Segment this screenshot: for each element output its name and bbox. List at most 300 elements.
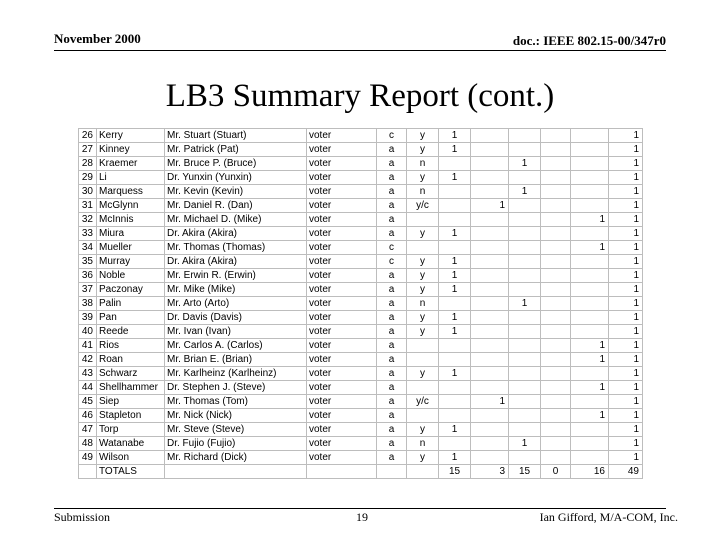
table-row xyxy=(79,395,643,409)
cell-status: voter xyxy=(307,185,377,199)
cell-col-d xyxy=(541,283,571,297)
cell-full-name: Mr. Daniel R. (Dan) xyxy=(165,199,307,213)
cell-col-d xyxy=(541,409,571,423)
cell-col-c xyxy=(509,213,541,227)
cell-col-d: 0 xyxy=(541,465,571,479)
table-row xyxy=(79,185,643,199)
cell-col-a xyxy=(439,437,471,451)
cell-col-b xyxy=(471,171,509,185)
cell-surname: Paczonay xyxy=(97,283,165,297)
cell-surname: McInnis xyxy=(97,213,165,227)
cell-ballot-code: a xyxy=(377,395,407,409)
cell-number: 33 xyxy=(79,227,97,241)
cell-col-f: 1 xyxy=(609,171,643,185)
cell-col-a xyxy=(439,213,471,227)
cell-vote: n xyxy=(407,437,439,451)
cell-status: voter xyxy=(307,367,377,381)
cell-col-e xyxy=(571,143,609,157)
cell-col-d xyxy=(541,199,571,213)
cell-col-a: 1 xyxy=(439,283,471,297)
cell-col-b xyxy=(471,241,509,255)
slide-title: LB3 Summary Report (cont.) xyxy=(165,78,555,114)
cell-status: voter xyxy=(307,241,377,255)
cell-col-a xyxy=(439,409,471,423)
cell-col-b: 1 xyxy=(471,395,509,409)
cell-number: 29 xyxy=(79,171,97,185)
cell-vote: y xyxy=(407,129,439,143)
cell-vote xyxy=(407,465,439,479)
cell-col-b xyxy=(471,423,509,437)
cell-surname: Palin xyxy=(97,297,165,311)
cell-ballot-code: c xyxy=(377,241,407,255)
cell-vote: n xyxy=(407,157,439,171)
cell-col-d xyxy=(541,437,571,451)
cell-col-d xyxy=(541,395,571,409)
cell-col-c xyxy=(509,311,541,325)
cell-surname: Li xyxy=(97,171,165,185)
cell-col-e: 1 xyxy=(571,213,609,227)
cell-number: 26 xyxy=(79,129,97,143)
cell-col-f: 1 xyxy=(609,339,643,353)
cell-col-c xyxy=(509,227,541,241)
cell-surname: Kraemer xyxy=(97,157,165,171)
table-row xyxy=(79,213,643,227)
cell-col-e xyxy=(571,283,609,297)
cell-surname: Marquess xyxy=(97,185,165,199)
cell-col-a: 1 xyxy=(439,451,471,465)
header-doc-id: doc.: IEEE 802.15-00/347r0 xyxy=(512,33,666,48)
cell-status xyxy=(307,465,377,479)
cell-surname: Pan xyxy=(97,311,165,325)
cell-col-e xyxy=(571,157,609,171)
cell-col-b xyxy=(471,367,509,381)
table-row xyxy=(79,409,643,423)
cell-col-f: 1 xyxy=(609,255,643,269)
cell-col-c xyxy=(509,129,541,143)
cell-status: voter xyxy=(307,437,377,451)
cell-col-a xyxy=(439,185,471,199)
cell-col-e xyxy=(571,325,609,339)
cell-vote: y/c xyxy=(407,395,439,409)
cell-full-name xyxy=(165,465,307,479)
cell-ballot-code: a xyxy=(377,171,407,185)
cell-col-c xyxy=(509,339,541,353)
cell-col-b xyxy=(471,227,509,241)
cell-col-a: 1 xyxy=(439,171,471,185)
cell-full-name: Mr. Thomas (Tom) xyxy=(165,395,307,409)
cell-col-e xyxy=(571,129,609,143)
cell-col-d xyxy=(541,143,571,157)
cell-col-e xyxy=(571,269,609,283)
table-row xyxy=(79,325,643,339)
cell-surname: Rios xyxy=(97,339,165,353)
footer-rule xyxy=(54,508,666,509)
cell-vote xyxy=(407,339,439,353)
cell-col-c xyxy=(509,451,541,465)
table-row xyxy=(79,157,643,171)
cell-full-name: Mr. Thomas (Thomas) xyxy=(165,241,307,255)
footer-author: Ian Gifford, M/A-COM, Inc. xyxy=(539,510,678,524)
cell-col-a xyxy=(439,339,471,353)
cell-col-d xyxy=(541,269,571,283)
cell-surname: McGlynn xyxy=(97,199,165,213)
cell-full-name: Mr. Karlheinz (Karlheinz) xyxy=(165,367,307,381)
cell-surname: Watanabe xyxy=(97,437,165,451)
cell-number xyxy=(79,465,97,479)
cell-full-name: Dr. Stephen J. (Steve) xyxy=(165,381,307,395)
table-row xyxy=(79,143,643,157)
cell-col-b xyxy=(471,353,509,367)
cell-ballot-code xyxy=(377,465,407,479)
cell-full-name: Dr. Davis (Davis) xyxy=(165,311,307,325)
cell-col-b xyxy=(471,185,509,199)
cell-full-name: Mr. Steve (Steve) xyxy=(165,423,307,437)
cell-vote: y xyxy=(407,423,439,437)
cell-number: 37 xyxy=(79,283,97,297)
cell-full-name: Mr. Patrick (Pat) xyxy=(165,143,307,157)
cell-col-f: 49 xyxy=(609,465,643,479)
cell-ballot-code: a xyxy=(377,213,407,227)
cell-col-f: 1 xyxy=(609,395,643,409)
cell-col-d xyxy=(541,185,571,199)
cell-ballot-code: a xyxy=(377,199,407,213)
cell-col-d xyxy=(541,297,571,311)
cell-col-c xyxy=(509,241,541,255)
cell-vote xyxy=(407,381,439,395)
cell-col-d xyxy=(541,157,571,171)
cell-col-a: 1 xyxy=(439,269,471,283)
cell-vote: y xyxy=(407,311,439,325)
cell-full-name: Mr. Stuart (Stuart) xyxy=(165,129,307,143)
cell-col-d xyxy=(541,423,571,437)
cell-number: 40 xyxy=(79,325,97,339)
cell-status: voter xyxy=(307,227,377,241)
cell-ballot-code: a xyxy=(377,157,407,171)
cell-full-name: Mr. Bruce P. (Bruce) xyxy=(165,157,307,171)
cell-number: 47 xyxy=(79,423,97,437)
cell-col-a: 15 xyxy=(439,465,471,479)
cell-vote: y xyxy=(407,143,439,157)
cell-col-a: 1 xyxy=(439,311,471,325)
cell-full-name: Mr. Michael D. (Mike) xyxy=(165,213,307,227)
cell-full-name: Mr. Nick (Nick) xyxy=(165,409,307,423)
cell-surname: Roan xyxy=(97,353,165,367)
footer-page-number: 19 xyxy=(356,510,368,524)
cell-col-b xyxy=(471,269,509,283)
table-row xyxy=(79,297,643,311)
cell-number: 31 xyxy=(79,199,97,213)
cell-col-c xyxy=(509,325,541,339)
cell-col-c xyxy=(509,199,541,213)
cell-status: voter xyxy=(307,297,377,311)
cell-col-c xyxy=(509,353,541,367)
cell-col-e: 16 xyxy=(571,465,609,479)
cell-col-f: 1 xyxy=(609,269,643,283)
cell-col-d xyxy=(541,367,571,381)
cell-col-b: 3 xyxy=(471,465,509,479)
cell-col-d xyxy=(541,311,571,325)
cell-col-d xyxy=(541,129,571,143)
table-row xyxy=(79,381,643,395)
cell-col-d xyxy=(541,339,571,353)
cell-col-e xyxy=(571,171,609,185)
cell-surname: Miura xyxy=(97,227,165,241)
cell-status: voter xyxy=(307,325,377,339)
cell-surname: Shellhammer xyxy=(97,381,165,395)
cell-ballot-code: a xyxy=(377,227,407,241)
cell-col-b xyxy=(471,143,509,157)
cell-status: voter xyxy=(307,199,377,213)
cell-col-a: 1 xyxy=(439,255,471,269)
cell-status: voter xyxy=(307,451,377,465)
table-row xyxy=(79,437,643,451)
cell-col-b xyxy=(471,409,509,423)
table-row xyxy=(79,171,643,185)
cell-col-f: 1 xyxy=(609,297,643,311)
cell-col-e: 1 xyxy=(571,339,609,353)
cell-ballot-code: a xyxy=(377,269,407,283)
cell-col-e xyxy=(571,437,609,451)
cell-surname: Noble xyxy=(97,269,165,283)
cell-col-c xyxy=(509,171,541,185)
cell-status: voter xyxy=(307,283,377,297)
cell-ballot-code: a xyxy=(377,353,407,367)
cell-status: voter xyxy=(307,255,377,269)
cell-col-f: 1 xyxy=(609,157,643,171)
cell-number: 45 xyxy=(79,395,97,409)
cell-col-f: 1 xyxy=(609,381,643,395)
cell-status: voter xyxy=(307,409,377,423)
cell-col-a: 1 xyxy=(439,227,471,241)
cell-col-f: 1 xyxy=(609,213,643,227)
footer-submission: Submission xyxy=(54,510,111,524)
cell-col-e: 1 xyxy=(571,353,609,367)
cell-vote: y xyxy=(407,367,439,381)
cell-vote: y xyxy=(407,283,439,297)
cell-col-d xyxy=(541,451,571,465)
cell-col-f: 1 xyxy=(609,451,643,465)
cell-status: voter xyxy=(307,269,377,283)
cell-full-name: Mr. Arto (Arto) xyxy=(165,297,307,311)
cell-full-name: Mr. Mike (Mike) xyxy=(165,283,307,297)
table-row xyxy=(79,255,643,269)
cell-col-e xyxy=(571,185,609,199)
cell-col-c: 1 xyxy=(509,297,541,311)
cell-number: 42 xyxy=(79,353,97,367)
cell-col-a xyxy=(439,241,471,255)
cell-number: 36 xyxy=(79,269,97,283)
cell-col-e xyxy=(571,423,609,437)
cell-status: voter xyxy=(307,143,377,157)
cell-number: 28 xyxy=(79,157,97,171)
cell-col-b xyxy=(471,339,509,353)
cell-number: 39 xyxy=(79,311,97,325)
cell-full-name: Mr. Brian E. (Brian) xyxy=(165,353,307,367)
cell-number: 49 xyxy=(79,451,97,465)
cell-vote: y xyxy=(407,269,439,283)
cell-ballot-code: a xyxy=(377,451,407,465)
cell-full-name: Mr. Kevin (Kevin) xyxy=(165,185,307,199)
cell-surname: Reede xyxy=(97,325,165,339)
cell-surname: Mueller xyxy=(97,241,165,255)
cell-col-b xyxy=(471,451,509,465)
cell-number: 27 xyxy=(79,143,97,157)
cell-col-e: 1 xyxy=(571,409,609,423)
table-row xyxy=(79,241,643,255)
table-row xyxy=(79,269,643,283)
cell-col-d xyxy=(541,353,571,367)
cell-col-a xyxy=(439,353,471,367)
cell-col-b xyxy=(471,311,509,325)
cell-surname: Wilson xyxy=(97,451,165,465)
cell-vote: y xyxy=(407,255,439,269)
cell-col-d xyxy=(541,241,571,255)
cell-col-e xyxy=(571,297,609,311)
cell-col-c xyxy=(509,395,541,409)
table-row xyxy=(79,451,643,465)
cell-vote xyxy=(407,241,439,255)
cell-vote: y xyxy=(407,171,439,185)
cell-ballot-code: a xyxy=(377,367,407,381)
cell-col-c xyxy=(509,143,541,157)
cell-col-c xyxy=(509,381,541,395)
cell-surname: Torp xyxy=(97,423,165,437)
cell-col-d xyxy=(541,227,571,241)
cell-col-a: 1 xyxy=(439,367,471,381)
cell-vote: y xyxy=(407,227,439,241)
cell-col-a: 1 xyxy=(439,143,471,157)
cell-col-e: 1 xyxy=(571,241,609,255)
cell-col-f: 1 xyxy=(609,311,643,325)
table-row xyxy=(79,423,643,437)
cell-status: voter xyxy=(307,353,377,367)
cell-ballot-code: a xyxy=(377,437,407,451)
cell-col-e xyxy=(571,199,609,213)
cell-col-f: 1 xyxy=(609,199,643,213)
cell-col-d xyxy=(541,213,571,227)
cell-status: voter xyxy=(307,157,377,171)
cell-status: voter xyxy=(307,213,377,227)
cell-surname: Kinney xyxy=(97,143,165,157)
cell-ballot-code: a xyxy=(377,325,407,339)
cell-col-e: 1 xyxy=(571,381,609,395)
cell-col-a: 1 xyxy=(439,423,471,437)
cell-ballot-code: c xyxy=(377,129,407,143)
table-row xyxy=(79,367,643,381)
table-row xyxy=(79,311,643,325)
cell-col-b xyxy=(471,325,509,339)
cell-col-f: 1 xyxy=(609,437,643,451)
cell-col-b xyxy=(471,129,509,143)
cell-col-f: 1 xyxy=(609,227,643,241)
cell-col-f: 1 xyxy=(609,367,643,381)
cell-number: 41 xyxy=(79,339,97,353)
header-rule xyxy=(54,50,666,51)
cell-col-a xyxy=(439,199,471,213)
cell-full-name: Dr. Akira (Akira) xyxy=(165,227,307,241)
cell-full-name: Mr. Erwin R. (Erwin) xyxy=(165,269,307,283)
cell-number: 35 xyxy=(79,255,97,269)
cell-col-b xyxy=(471,283,509,297)
cell-vote: n xyxy=(407,297,439,311)
cell-col-c xyxy=(509,269,541,283)
cell-col-f: 1 xyxy=(609,143,643,157)
cell-full-name: Mr. Richard (Dick) xyxy=(165,451,307,465)
cell-full-name: Dr. Akira (Akira) xyxy=(165,255,307,269)
table-row xyxy=(79,227,643,241)
cell-number: 43 xyxy=(79,367,97,381)
cell-number: 30 xyxy=(79,185,97,199)
cell-col-c: 15 xyxy=(509,465,541,479)
cell-col-f: 1 xyxy=(609,353,643,367)
table-row xyxy=(79,283,643,297)
cell-full-name: Mr. Ivan (Ivan) xyxy=(165,325,307,339)
cell-full-name: Dr. Yunxin (Yunxin) xyxy=(165,171,307,185)
table-row xyxy=(79,129,643,143)
cell-surname: TOTALS xyxy=(97,465,165,479)
cell-number: 44 xyxy=(79,381,97,395)
cell-col-a xyxy=(439,297,471,311)
cell-col-a xyxy=(439,157,471,171)
table-row xyxy=(79,353,643,367)
cell-col-c xyxy=(509,255,541,269)
cell-number: 48 xyxy=(79,437,97,451)
cell-surname: Murray xyxy=(97,255,165,269)
cell-col-d xyxy=(541,171,571,185)
cell-vote: y xyxy=(407,325,439,339)
cell-col-e xyxy=(571,227,609,241)
cell-status: voter xyxy=(307,311,377,325)
cell-surname: Kerry xyxy=(97,129,165,143)
cell-vote: n xyxy=(407,185,439,199)
cell-col-a: 1 xyxy=(439,129,471,143)
cell-vote xyxy=(407,409,439,423)
cell-col-c: 1 xyxy=(509,157,541,171)
cell-vote: y/c xyxy=(407,199,439,213)
cell-col-f: 1 xyxy=(609,129,643,143)
cell-vote: y xyxy=(407,451,439,465)
cell-col-a: 1 xyxy=(439,325,471,339)
cell-col-a xyxy=(439,395,471,409)
cell-full-name: Mr. Carlos A. (Carlos) xyxy=(165,339,307,353)
cell-col-f: 1 xyxy=(609,185,643,199)
cell-col-e xyxy=(571,451,609,465)
cell-col-e xyxy=(571,311,609,325)
cell-col-c xyxy=(509,367,541,381)
cell-col-c xyxy=(509,283,541,297)
cell-col-b xyxy=(471,437,509,451)
cell-vote xyxy=(407,353,439,367)
cell-status: voter xyxy=(307,129,377,143)
cell-col-b xyxy=(471,381,509,395)
cell-status: voter xyxy=(307,395,377,409)
cell-col-c xyxy=(509,409,541,423)
header-date: November 2000 xyxy=(54,31,141,46)
cell-col-d xyxy=(541,255,571,269)
cell-col-b xyxy=(471,213,509,227)
cell-col-c xyxy=(509,423,541,437)
cell-col-d xyxy=(541,381,571,395)
cell-col-f: 1 xyxy=(609,325,643,339)
cell-status: voter xyxy=(307,423,377,437)
cell-col-e xyxy=(571,255,609,269)
cell-number: 34 xyxy=(79,241,97,255)
cell-vote xyxy=(407,213,439,227)
cell-ballot-code: a xyxy=(377,143,407,157)
cell-ballot-code: a xyxy=(377,423,407,437)
totals-row xyxy=(79,465,643,479)
cell-surname: Stapleton xyxy=(97,409,165,423)
